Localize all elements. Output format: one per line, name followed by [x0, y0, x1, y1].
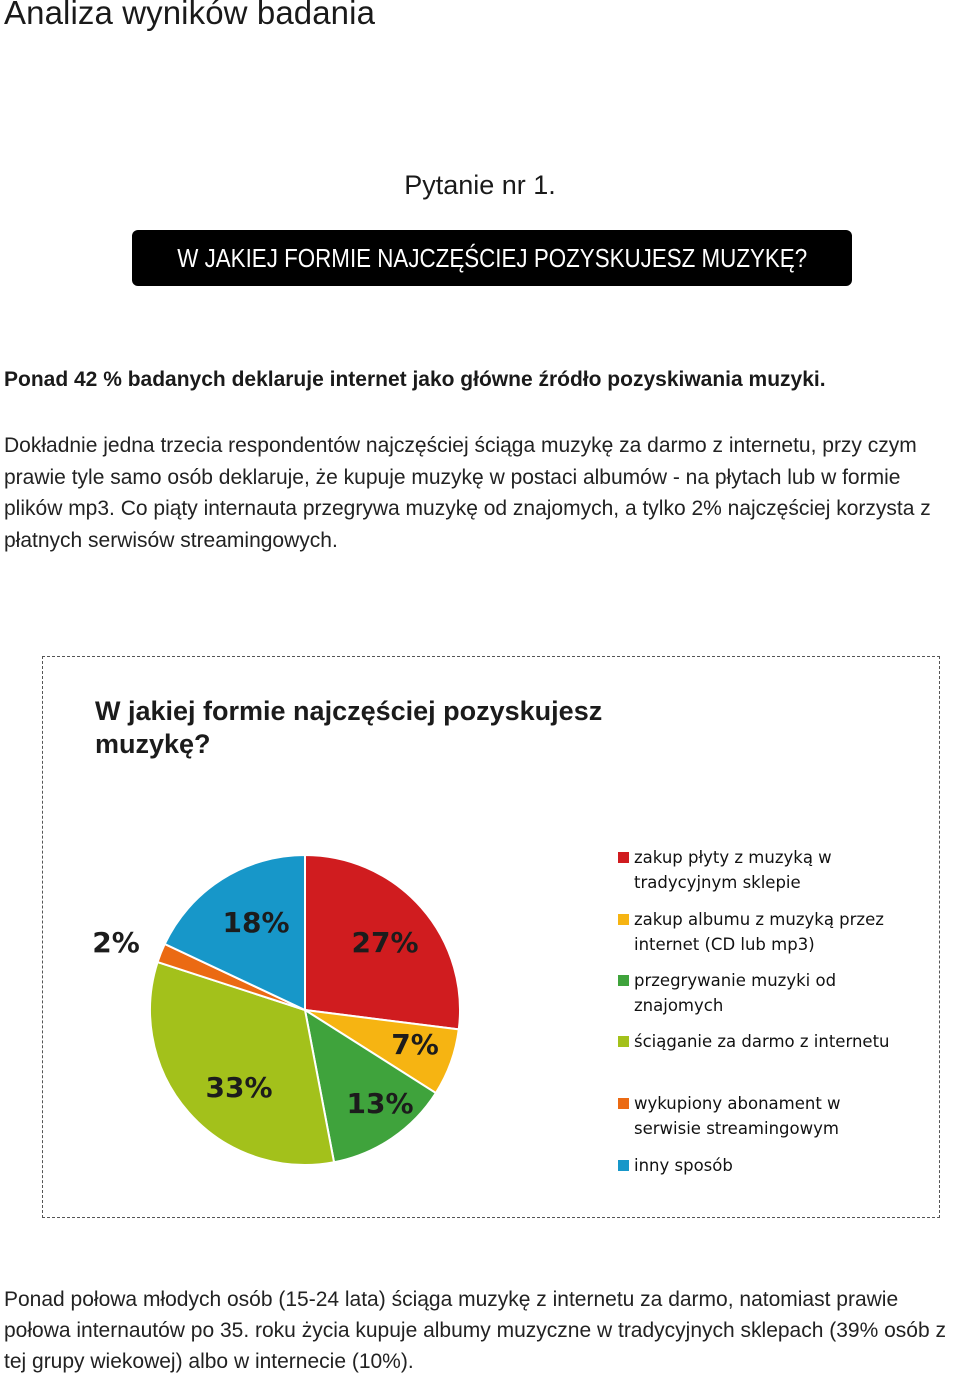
legend-item [618, 1091, 918, 1141]
page-title: Analiza wyników badania [4, 0, 376, 31]
legend-label: przegrywanie muzyki od znajomych [634, 971, 837, 1015]
legend-swatch [618, 914, 629, 925]
legend-item [618, 907, 918, 957]
chart-container [42, 656, 940, 1218]
question-banner [132, 230, 852, 286]
footer-paragraph: Ponad połowa młodych osób (15-24 lata) ściąga muzykę z internetu za darmo, natomiast prawie połowa internautów po 35. roku życia kupuje albumy muzyczne w tradycyjnych sklepach (39% osób z tej grupy wiekowej) albo w internecie (10%). [4, 1288, 946, 1373]
legend-label: wykupiony abonament w serwisie streamingowym [634, 1094, 841, 1138]
legend-swatch [618, 975, 629, 986]
question-number: Pytanie nr 1. [404, 170, 556, 200]
legend-swatch [618, 1036, 629, 1047]
data-label-2: 7% [391, 1028, 439, 1061]
legend-swatch [618, 852, 629, 863]
chart-title: W jakiej formie najczęściej pozyskujesz muzykę? [95, 696, 603, 759]
data-label-6: 18% [222, 906, 290, 939]
legend-item [618, 1029, 918, 1054]
data-label-5: 2% [92, 926, 140, 959]
data-label-4: 33% [205, 1071, 273, 1104]
summary-paragraph: Dokładnie jedna trzecia respondentów najczęściej ściąga muzykę za darmo z internetu, przy czym prawie tyle samo osób deklaruje, że kupuje muzykę w postaci albumów - na płytach lub w formie plików mp3. Co piąty internauta przegrywa muzykę od znajomych, a tylko 2% najczęściej korzysta z płatnych serwisów streamingowych. [4, 434, 931, 552]
data-label-3: 13% [346, 1087, 414, 1120]
legend-item [618, 1153, 918, 1178]
data-label-1: 27% [351, 926, 419, 959]
legend-item [618, 968, 918, 1018]
legend-label: zakup płyty z muzyką w tradycyjnym sklepie [634, 848, 832, 892]
question-banner-text: W JAKIEJ FORMIE NAJCZĘŚCIEJ POZYSKUJESZ MUZYKĘ? [177, 242, 807, 273]
legend-swatch [618, 1160, 629, 1171]
lead-statement: Ponad 42 % badanych deklaruje internet jako główne źródło pozyskiwania muzyki. [4, 368, 826, 391]
legend-swatch [618, 1098, 629, 1109]
legend-label: zakup albumu z muzyką przez internet (CD lub mp3) [634, 910, 884, 954]
legend-label: ściąganie za darmo z internetu [634, 1032, 890, 1051]
legend-label: inny sposób [634, 1156, 733, 1175]
legend-item [618, 845, 918, 895]
